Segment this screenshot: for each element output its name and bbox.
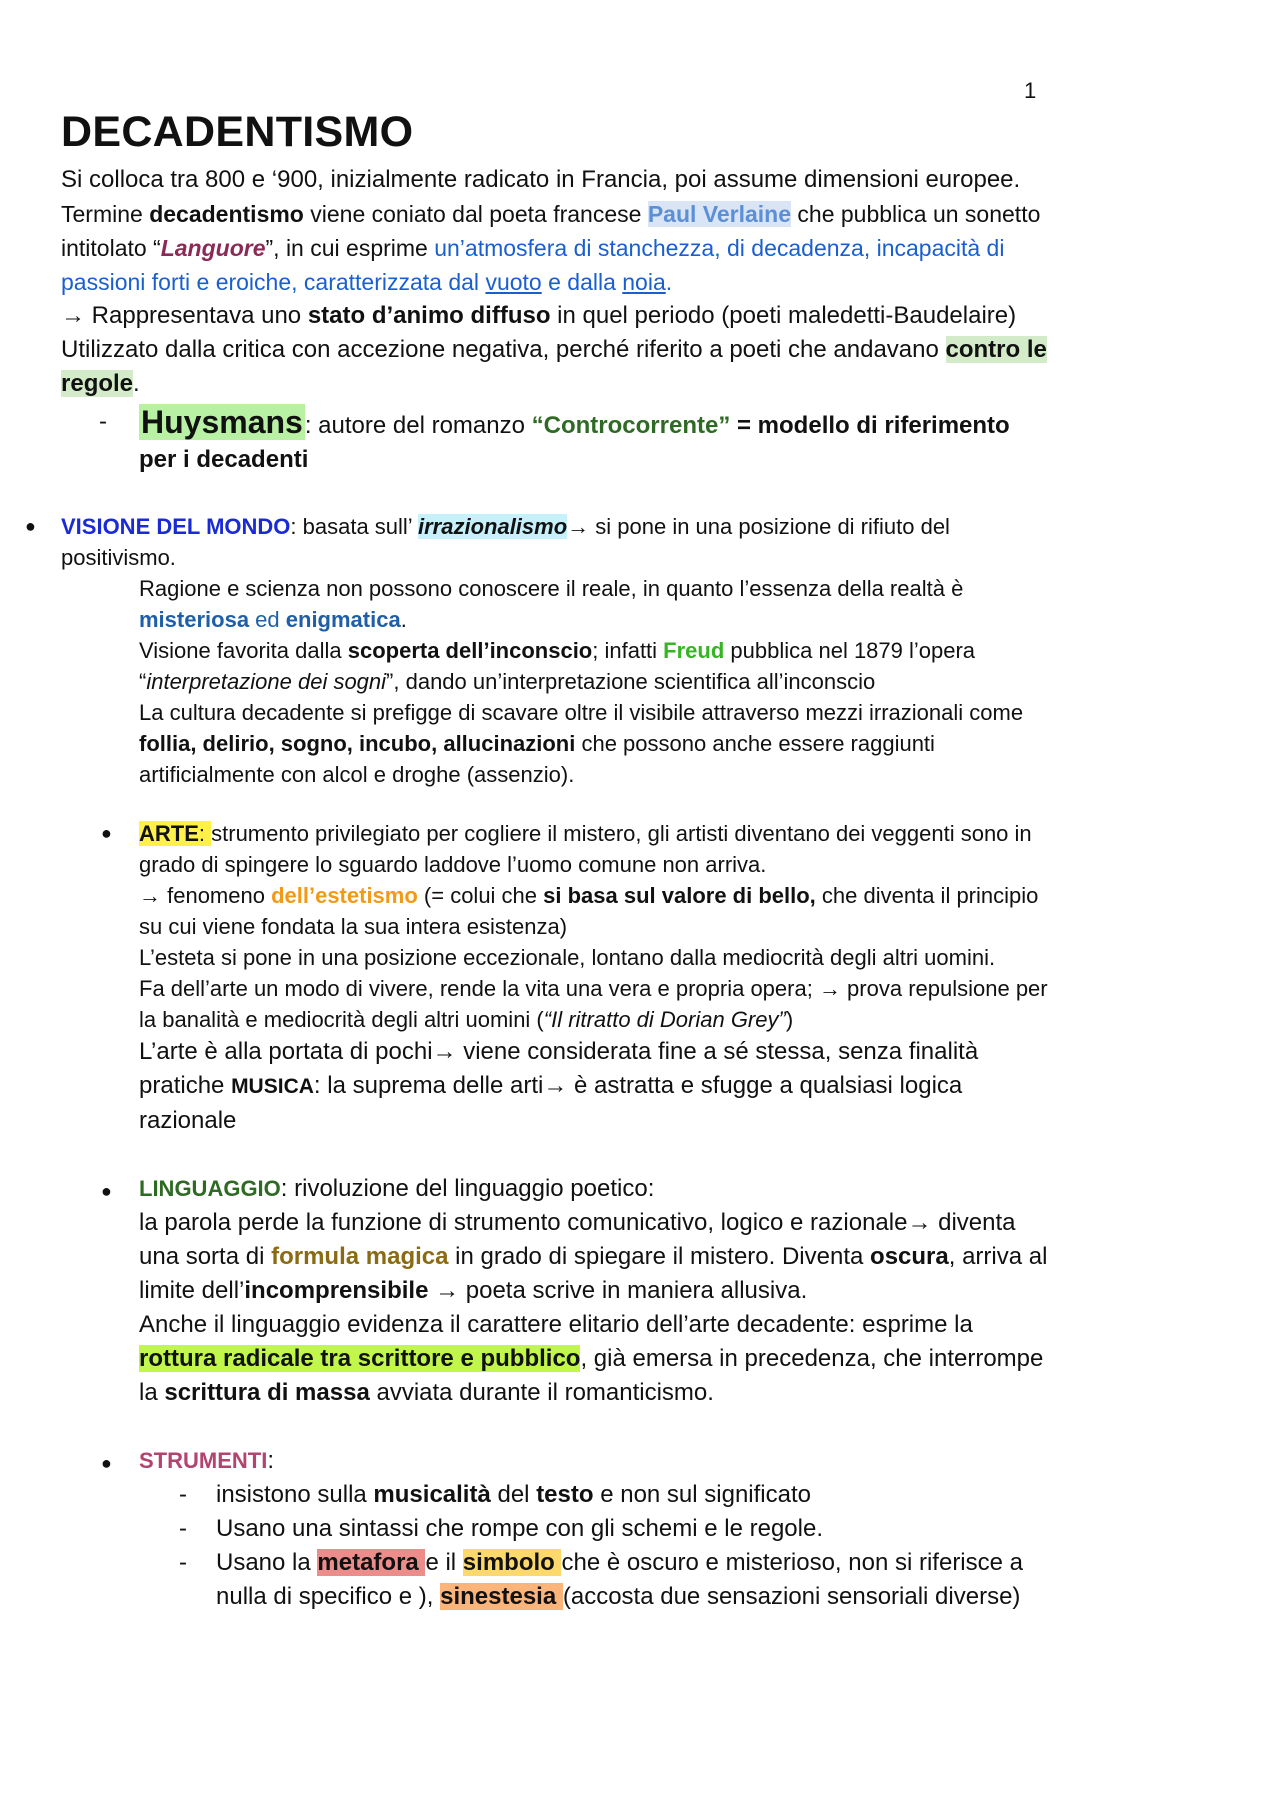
text-span: che è oscuro e misterioso, non si riferisce a nulla di specifico e ), [216, 1549, 1023, 1610]
label-strumenti: STRUMENTI [139, 1448, 268, 1473]
name-huysmans: Huysmans [141, 404, 303, 440]
text-span: : rivoluzione del linguaggio poetico: [280, 1175, 655, 1202]
text-span: L’arte è alla portata di pochi→ viene considerata fine a sé stessa, senza finalità pratiche [139, 1038, 979, 1099]
text-span: La cultura decadente si prefigge di scavare oltre il visibile attraverso mezzi irrazionali come [139, 700, 1024, 725]
bullet-icon: ● [101, 1453, 112, 1473]
term-testo: testo [536, 1481, 594, 1508]
strumenti-item-1 [61, 1478, 1051, 1512]
term-misteriosa: misteriosa [139, 607, 250, 632]
text-span: ed [249, 607, 286, 632]
text-span: Utilizzato dalla critica con accezione negativa, perché riferito a poeti che andavano [61, 336, 946, 363]
term-formula-magica: formula magica [271, 1243, 449, 1270]
text-span: : autore del romanzo [304, 412, 532, 439]
arte-paragraph-4 [139, 1035, 1051, 1138]
text-span: Anche il linguaggio evidenza il carattere elitario dell’arte decadente: esprime la [139, 1311, 973, 1338]
intro-paragraph-4 [61, 333, 1051, 401]
text-span: strumento privilegiato per cogliere il mistero, gli artisti diventano dei veggenti sono in grado di spingere lo sguardo laddove l’uomo comune non arriva. [139, 821, 1032, 877]
atmosphere-description: un’atmosfera di stanchezza, di decadenza, incapacità di passioni forti e eroiche, caratterizzata dal [61, 235, 1005, 295]
text-span: in quel periodo (poeti maledetti-Baudelaire) [550, 302, 1017, 329]
intro-paragraph-2 [61, 197, 1051, 299]
visione-paragraph-2 [61, 635, 1051, 697]
page-number: 1 [1024, 78, 1037, 103]
linguaggio-paragraph-1 [139, 1206, 1051, 1308]
text-span: . [133, 370, 140, 397]
text-span: (= colui che [417, 883, 544, 908]
text-span: insistono sulla [216, 1481, 374, 1508]
term-oscura: oscura [870, 1243, 949, 1270]
text-span: pubblica nel 1879 l’opera “ [139, 638, 976, 694]
text-span: . [400, 607, 407, 632]
text-span: Visione favorita dalla [139, 638, 348, 663]
text-span: , già emersa in precedenza, che interrompe la [139, 1345, 1044, 1406]
text-span: → fenomeno [139, 883, 272, 908]
text-span: : [267, 1447, 274, 1474]
arte-paragraph-1 [139, 880, 1051, 942]
page-title: DECADENTISMO [61, 108, 414, 156]
huysmans-item [61, 405, 1051, 477]
rottura-radicale: rottura radicale tra scrittore e pubblico [139, 1345, 581, 1372]
visione-paragraph-1 [61, 573, 1051, 635]
strumenti-item-2-text: Usano una sintassi che rompe con gli schemi e le regole. [216, 1515, 823, 1542]
term-musica: MUSICA [231, 1075, 314, 1098]
valore-di-bello: si basa sul valore di bello, [543, 883, 816, 908]
text-span: = modello di riferimento per i decadenti [139, 412, 1010, 473]
text-span: ; infatti [592, 638, 664, 663]
text-span: ) [785, 1007, 794, 1032]
contro-le-regole: contro le regole [61, 336, 1047, 397]
dash-marker: - [179, 1549, 187, 1576]
bullet-icon: ● [101, 823, 112, 843]
term-musicalita: musicalità [373, 1481, 491, 1508]
text-span: → poeta scrive in maniera allusiva. [428, 1277, 808, 1304]
text-span: che pubblica un sonetto intitolato “ [61, 201, 1041, 261]
text-span: : basata sull’ [290, 514, 418, 539]
text-span: , arriva al limite dell’ [139, 1243, 1048, 1304]
term-estetismo: dell’estetismo [271, 883, 418, 908]
term-incomprensibile: incomprensibile [244, 1277, 429, 1304]
scrittura-di-massa: scrittura di massa [164, 1379, 370, 1406]
text-span: ”, dando un’interpretazione scientifica all’inconscio [386, 669, 876, 694]
linguaggio-paragraph-2 [139, 1308, 1051, 1410]
title-languore: Languore [160, 235, 266, 261]
text-span: Termine [61, 201, 150, 227]
text-span: e il [425, 1549, 463, 1576]
text-span: ”, in cui esprime [265, 235, 435, 261]
label-visione-del-mondo: VISIONE DEL MONDO [61, 514, 291, 539]
term-irrazionalismo: irrazionalismo [418, 514, 568, 539]
visione-paragraph-3 [61, 697, 1051, 790]
section-linguaggio [61, 1172, 1051, 1410]
term-sinestesia: sinestesia [440, 1583, 563, 1610]
dash-marker: - [179, 1481, 187, 1508]
text-span: in grado di spiegare il mistero. Diventa [448, 1243, 871, 1270]
term-enigmatica: enigmatica [285, 607, 401, 632]
strumenti-item-3 [61, 1546, 1051, 1614]
text-span: : [198, 821, 212, 846]
text-span: → si pone in una posizione di rifiuto del positivismo. [61, 514, 950, 570]
title-dorian-grey: “Il ritratto di Dorian Grey” [543, 1007, 786, 1032]
text-span: la parola perde la funzione di strumento comunicativo, logico e razionale→ diventa una sorta di [139, 1209, 1016, 1270]
text-span: e non sul significato [593, 1481, 811, 1508]
text-span: (accosta due sensazioni sensoriali diverse) [562, 1583, 1021, 1610]
title-controcorrente: “Controcorrente” [531, 412, 731, 439]
intro-paragraph-1: Si colloca tra 800 e ‘900, inizialmente radicato in Francia, poi assume dimensioni europee. [61, 166, 1021, 193]
bullet-icon: ● [25, 516, 36, 536]
link-vuoto[interactable]: vuoto [485, 269, 542, 295]
arte-paragraph-2: L’esteta si pone in una posizione eccezionale, lontano dalla mediocrità degli altri uomini. [139, 945, 996, 970]
mezzi-irrazionali: follia, delirio, sogno, incubo, allucinazioni [139, 731, 576, 756]
text-span: Usano la [216, 1549, 318, 1576]
intro-paragraph-3 [61, 299, 1051, 333]
name-freud: Freud [663, 638, 725, 663]
text-span: che diventa il principio su cui viene fondata la sua intera esistenza) [139, 883, 1039, 939]
text-span: che possono anche essere raggiunti artificialmente con alcol e droghe (assenzio). [139, 731, 935, 787]
stato-animo-diffuso: stato d’animo diffuso [307, 302, 551, 329]
dash-marker: - [179, 1515, 187, 1542]
link-noia[interactable]: noia [622, 269, 666, 295]
text-span: viene coniato dal poeta francese [303, 201, 648, 227]
label-linguaggio: LINGUAGGIO [139, 1176, 281, 1201]
dash-marker: - [99, 408, 107, 435]
text-span: Fa dell’arte un modo di vivere, rende la vita una vera e propria opera; → prova repulsione per la banalità e mediocrità degli altri uomini ( [139, 976, 1048, 1032]
document-body [25, 108, 1051, 1614]
text-span: del [490, 1481, 537, 1508]
text-span: avviata durante il romanticismo. [369, 1379, 714, 1406]
strumenti-item-2 [61, 1512, 1051, 1546]
section-arte [61, 818, 1051, 1138]
text-span: e dalla [541, 269, 623, 295]
text-span: Ragione e scienza non possono conoscere il reale, in quanto l’essenza della realtà è [139, 576, 964, 601]
text-span: . [665, 269, 673, 295]
text-span: : la suprema delle arti→ è astratta e sfugge a qualsiasi logica razionale [139, 1072, 963, 1134]
label-arte: ARTE [139, 821, 199, 846]
title-interpretazione-sogni: interpretazione dei sogni [146, 669, 387, 694]
name-paul-verlaine: Paul Verlaine [647, 201, 792, 227]
term-simbolo: simbolo [462, 1549, 562, 1576]
term-metafora: metafora [317, 1549, 426, 1576]
text-span: → Rappresentava uno [61, 302, 308, 329]
bullet-icon: ● [101, 1181, 112, 1201]
section-visione [25, 511, 1051, 790]
scoperta-inconscio: scoperta dell’inconscio [347, 638, 593, 663]
section-strumenti [61, 1444, 1051, 1478]
arte-paragraph-3 [139, 973, 1051, 1035]
term-decadentismo: decadentismo [149, 201, 304, 227]
